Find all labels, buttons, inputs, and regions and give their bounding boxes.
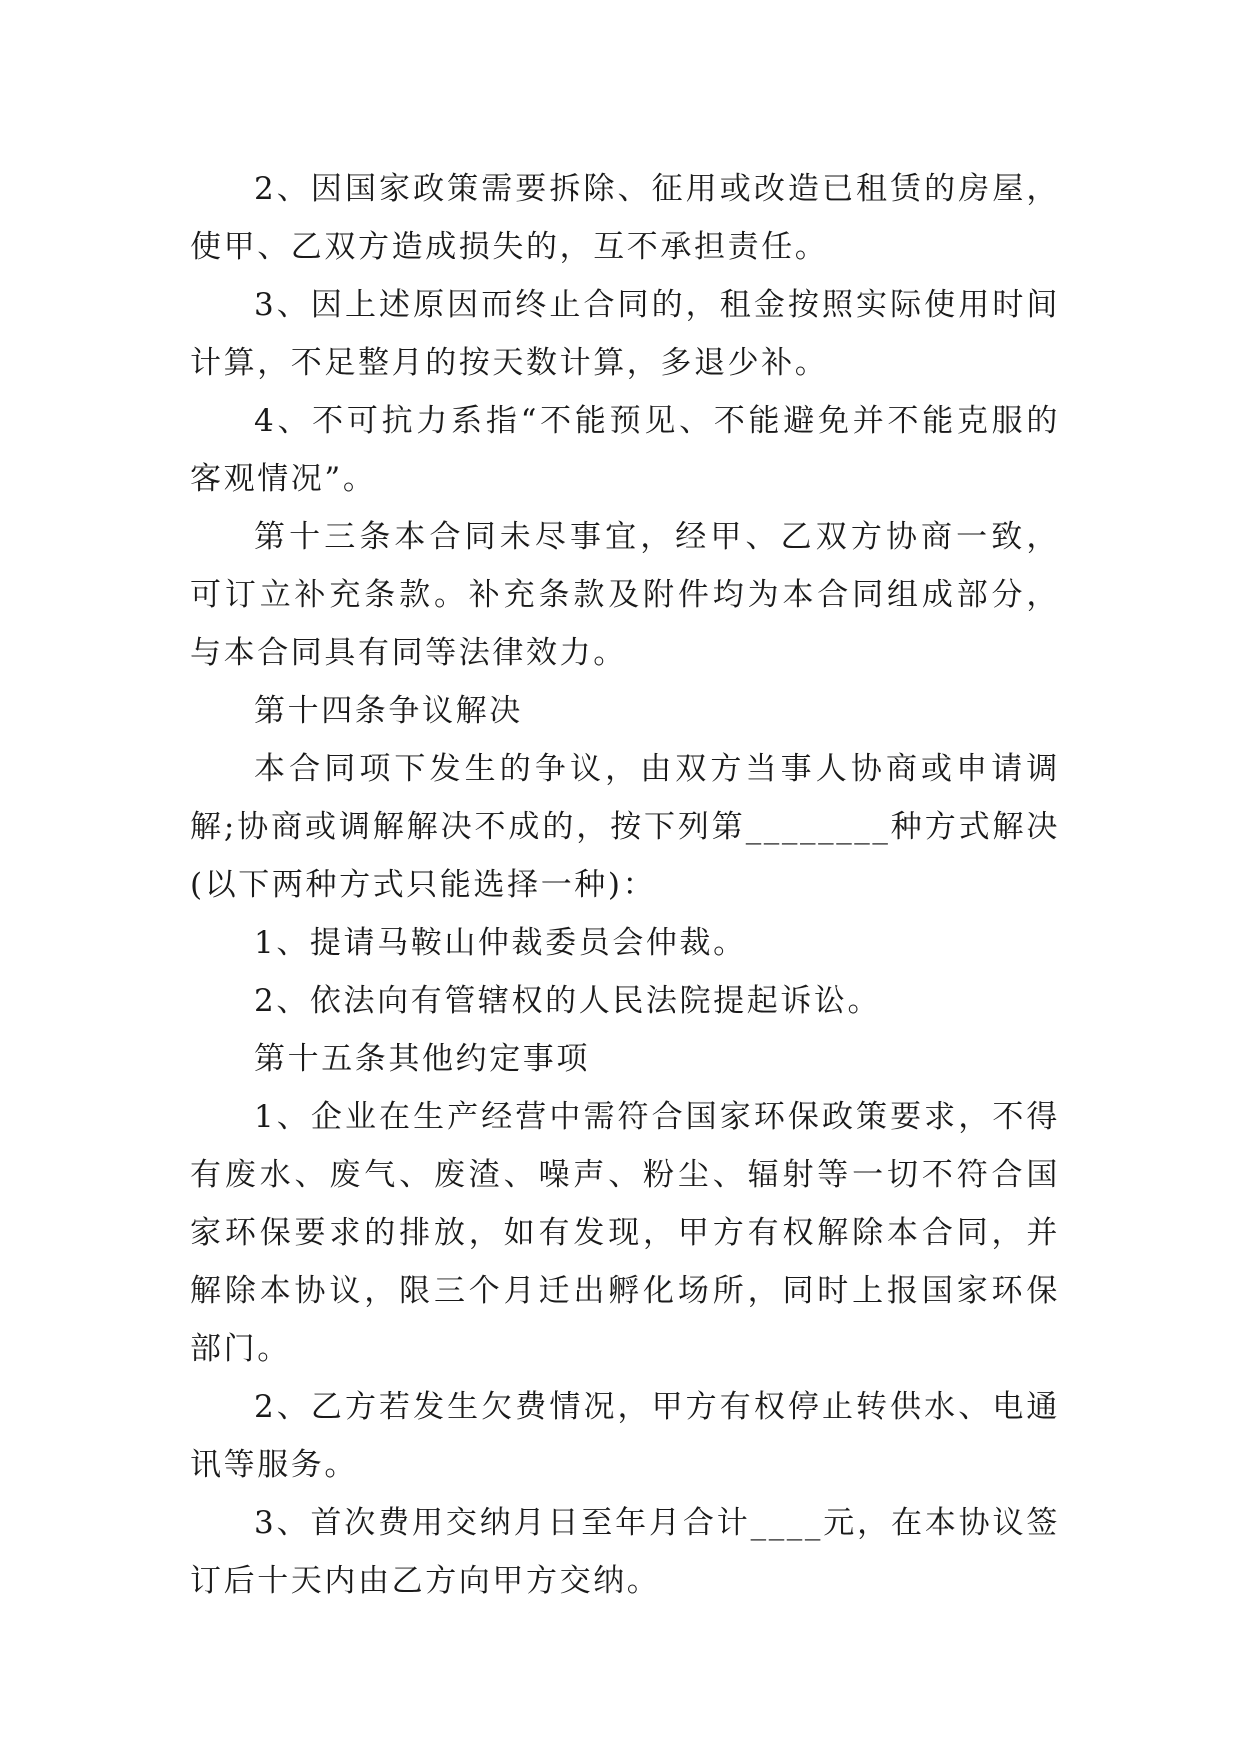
clause-paragraph: 1、提请马鞍山仲裁委员会仲裁。 bbox=[254, 925, 747, 961]
clause-paragraph: 1、企业在生产经营中需符合国家环保政策要求，不得有废水、废气、废渣、噪声、粉尘、辐射等一切不符合国家环保要求的排放，如有发现，甲方有权解除本合同，并解除本协议，限三个月迁出孵化场所，同时上报国家环保部门。 bbox=[190, 1099, 1060, 1367]
clause-paragraph: 第十三条本合同未尽事宜，经甲、乙双方协商一致，可订立补充条款。补充条款及附件均为本合同组成部分，与本合同具有同等法律效力。 bbox=[190, 519, 1060, 671]
clause-paragraph: 2、因国家政策需要拆除、征用或改造已租赁的房屋，使甲、乙双方造成损失的，互不承担责任。 bbox=[190, 171, 1060, 265]
clause-paragraph: 3、因上述原因而终止合同的，租金按照实际使用时间计算，不足整月的按天数计算，多退少补。 bbox=[190, 287, 1060, 381]
clause-paragraph: 4、不可抗力系指“不能预见、不能避免并不能克服的客观情况”。 bbox=[190, 403, 1060, 497]
section-heading: 第十五条其他约定事项 bbox=[254, 1041, 590, 1077]
document-body bbox=[190, 160, 1060, 1610]
clause-paragraph: 3、首次费用交纳月日至年月合计____元，在本协议签订后十天内由乙方向甲方交纳。 bbox=[190, 1505, 1060, 1599]
clause-paragraph: 2、依法向有管辖权的人民法院提起诉讼。 bbox=[254, 983, 882, 1019]
section-heading: 第十四条争议解决 bbox=[254, 693, 523, 729]
clause-paragraph: 本合同项下发生的争议，由双方当事人协商或申请调解;协商或调解解决不成的，按下列第________种方式解决(以下两种方式只能选择一种)： bbox=[190, 751, 1060, 903]
clause-paragraph: 2、乙方若发生欠费情况，甲方有权停止转供水、电通讯等服务。 bbox=[190, 1389, 1060, 1483]
